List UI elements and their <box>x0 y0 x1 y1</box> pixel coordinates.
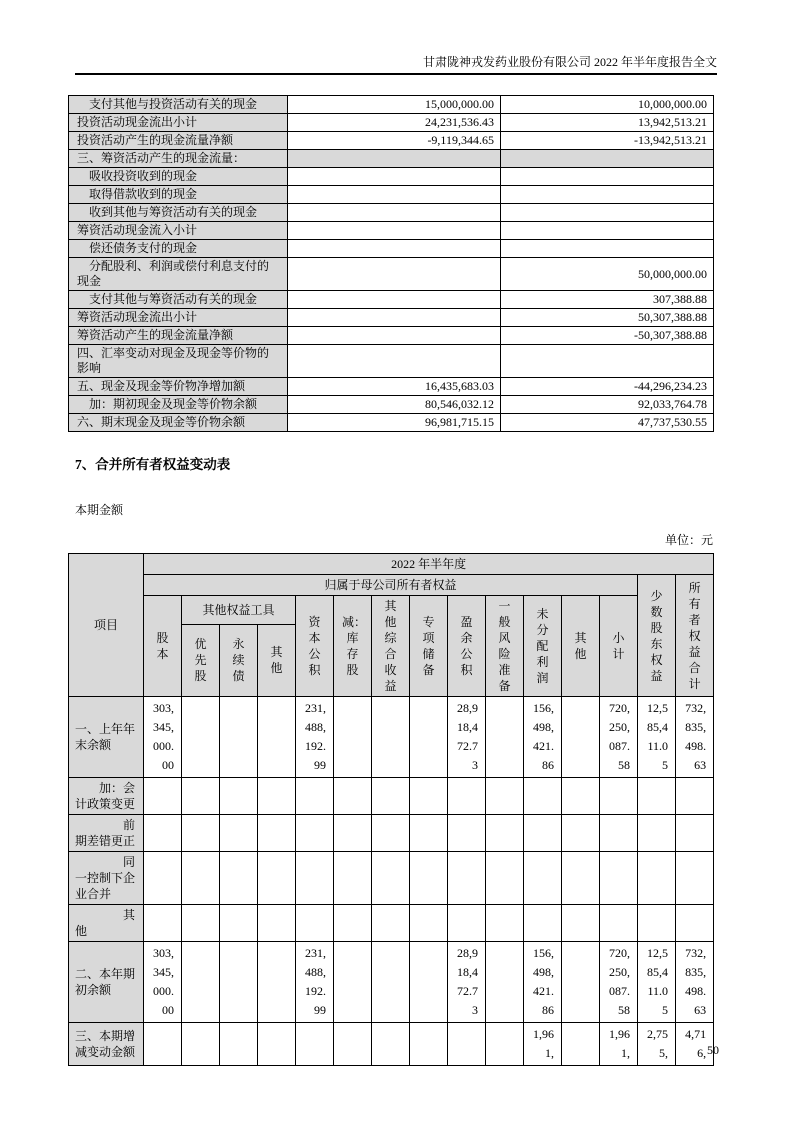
equity-value-col-3 <box>258 697 296 778</box>
cash-flow-row <box>69 327 714 345</box>
equity-value-col-5 <box>334 815 372 852</box>
cash-flow-row <box>69 150 714 168</box>
row-label: 加：会计政策变更 <box>69 778 144 815</box>
equity-value-col-2 <box>220 942 258 1023</box>
row-label: 五、现金及现金等价物净增加额 <box>69 378 288 396</box>
row-label: 收到其他与筹资活动有关的现金 <box>69 204 288 222</box>
row-label: 一、上年年末余额 <box>69 697 144 778</box>
equity-value-col-2 <box>220 815 258 852</box>
equity-value-col-4 <box>296 1023 334 1066</box>
equity-col-other-instruments-other: 其他 <box>258 624 296 696</box>
cash-flow-row <box>69 132 714 150</box>
cash-flow-row <box>69 96 714 114</box>
row-label: 取得借款收到的现金 <box>69 186 288 204</box>
equity-value-col-13 <box>638 778 676 815</box>
equity-value-col-8 <box>448 852 486 905</box>
equity-value-col-4: 231,488,192.99 <box>296 697 334 778</box>
equity-value-col-14: 4,716, <box>676 1023 714 1066</box>
equity-value-col-9 <box>486 697 524 778</box>
equity-value-col-0 <box>144 852 182 905</box>
equity-col-surplus-reserve: 盈余公积 <box>448 596 486 697</box>
equity-value-col-1 <box>182 697 220 778</box>
row-label: 分配股利、利润或偿付利息支付的现金 <box>69 258 288 291</box>
equity-value-col-10 <box>524 815 562 852</box>
equity-value-col-7 <box>410 1023 448 1066</box>
equity-value-col-11 <box>562 815 600 852</box>
row-label: 吸收投资收到的现金 <box>69 168 288 186</box>
equity-value-col-7 <box>410 852 448 905</box>
equity-value-col-13 <box>638 905 676 942</box>
equity-value-col-6 <box>372 1023 410 1066</box>
equity-value-col-9 <box>486 1023 524 1066</box>
amount-prior-period <box>501 222 714 240</box>
equity-value-col-12: 720,250,087.58 <box>600 697 638 778</box>
equity-value-col-6 <box>372 778 410 815</box>
equity-value-col-12 <box>600 778 638 815</box>
amount-prior-period: 47,737,530.55 <box>501 414 714 432</box>
cash-flow-row <box>69 345 714 378</box>
cash-flow-row <box>69 378 714 396</box>
equity-period-header: 2022 年半年度 <box>144 554 714 575</box>
equity-parent-group-header: 归属于母公司所有者权益 <box>144 575 638 596</box>
equity-value-col-2 <box>220 697 258 778</box>
row-label: 投资活动产生的现金流量净额 <box>69 132 288 150</box>
equity-col-other-comprehensive-income: 其他综合收益 <box>372 596 410 697</box>
row-label: 三、本期增减变动金额 <box>69 1023 144 1066</box>
equity-row <box>69 1023 714 1066</box>
equity-col-perpetual-bonds: 永续债 <box>220 624 258 696</box>
equity-value-col-2 <box>220 1023 258 1066</box>
equity-value-col-7 <box>410 815 448 852</box>
amount-prior-period: 13,942,513.21 <box>501 114 714 132</box>
amount-current-period <box>288 327 501 345</box>
equity-value-col-13: 12,585,411.05 <box>638 697 676 778</box>
amount-current-period <box>288 345 501 378</box>
equity-value-col-3 <box>258 1023 296 1066</box>
cash-flow-row <box>69 186 714 204</box>
amount-current-period: -9,119,344.65 <box>288 132 501 150</box>
equity-col-capital-reserve: 资本公积 <box>296 596 334 697</box>
equity-value-col-0 <box>144 778 182 815</box>
equity-value-col-1 <box>182 778 220 815</box>
equity-value-col-1 <box>182 1023 220 1066</box>
equity-value-col-0: 303,345,000.00 <box>144 697 182 778</box>
equity-value-col-11 <box>562 778 600 815</box>
equity-value-col-8: 28,918,472.73 <box>448 697 486 778</box>
amount-current-period: 80,546,032.12 <box>288 396 501 414</box>
cash-flow-row <box>69 291 714 309</box>
amount-prior-period: 50,307,388.88 <box>501 309 714 327</box>
amount-current-period: 15,000,000.00 <box>288 96 501 114</box>
equity-other-instruments-group-header: 其他权益工具 <box>182 596 296 625</box>
equity-value-col-14 <box>676 905 714 942</box>
equity-value-col-4 <box>296 905 334 942</box>
equity-value-col-8 <box>448 778 486 815</box>
amount-prior-period: 50,000,000.00 <box>501 258 714 291</box>
amount-current-period: 16,435,683.03 <box>288 378 501 396</box>
equity-col-preferred-shares: 优先股 <box>182 624 220 696</box>
equity-value-col-12: 720,250,087.58 <box>600 942 638 1023</box>
unit-label: 单位：元 <box>664 533 713 547</box>
equity-value-col-5 <box>334 852 372 905</box>
equity-col-treasury-shares: 减：库存股 <box>334 596 372 697</box>
equity-value-col-14: 732,835,498.63 <box>676 942 714 1023</box>
amount-current-period <box>288 204 501 222</box>
row-label: 筹资活动现金流出小计 <box>69 309 288 327</box>
equity-col-item: 项目 <box>69 554 144 697</box>
amount-prior-period <box>501 168 714 186</box>
equity-value-col-10 <box>524 905 562 942</box>
equity-value-col-11 <box>562 1023 600 1066</box>
equity-value-col-0: 303,345,000.00 <box>144 942 182 1023</box>
equity-col-retained-earnings: 未分配利润 <box>524 596 562 697</box>
amount-prior-period: -50,307,388.88 <box>501 327 714 345</box>
cash-flow-row <box>69 414 714 432</box>
equity-value-col-9 <box>486 905 524 942</box>
amount-current-period <box>288 240 501 258</box>
equity-value-col-3 <box>258 815 296 852</box>
amount-prior-period: 92,033,764.78 <box>501 396 714 414</box>
equity-value-col-10: 156,498,421.86 <box>524 942 562 1023</box>
equity-value-col-9 <box>486 815 524 852</box>
amount-current-period <box>288 291 501 309</box>
equity-value-col-11 <box>562 697 600 778</box>
row-label: 同一控制下企业合并 <box>69 852 144 905</box>
page-header <box>75 54 717 75</box>
cash-flow-row <box>69 258 714 291</box>
row-label: 偿还债务支付的现金 <box>69 240 288 258</box>
report-header-title: 甘肃陇神戎发药业股份有限公司 2022 年半年度报告全文 <box>422 55 717 69</box>
amount-current-period <box>288 168 501 186</box>
equity-value-col-1 <box>182 942 220 1023</box>
equity-change-table <box>68 553 714 1066</box>
equity-value-col-8: 28,918,472.73 <box>448 942 486 1023</box>
amount-prior-period: 307,388.88 <box>501 291 714 309</box>
amount-prior-period <box>501 186 714 204</box>
amount-current-period <box>288 258 501 291</box>
equity-col-share-capital: 股本 <box>144 596 182 697</box>
equity-value-col-13: 2,755, <box>638 1023 676 1066</box>
cash-flow-table-body <box>69 96 714 432</box>
equity-value-col-6 <box>372 697 410 778</box>
row-label: 筹资活动现金流入小计 <box>69 222 288 240</box>
row-label: 投资活动现金流出小计 <box>69 114 288 132</box>
cash-flow-row <box>69 222 714 240</box>
equity-value-col-6 <box>372 815 410 852</box>
equity-value-col-12 <box>600 905 638 942</box>
amount-prior-period <box>501 240 714 258</box>
cash-flow-row <box>69 396 714 414</box>
page-number: 50 <box>707 1043 719 1057</box>
amount-current-period <box>288 222 501 240</box>
equity-value-col-8 <box>448 1023 486 1066</box>
equity-row <box>69 815 714 852</box>
amount-current-period: 24,231,536.43 <box>288 114 501 132</box>
equity-value-col-3 <box>258 852 296 905</box>
amount-current-period: 96,981,715.15 <box>288 414 501 432</box>
equity-value-col-4 <box>296 815 334 852</box>
equity-value-col-9 <box>486 778 524 815</box>
equity-value-col-11 <box>562 852 600 905</box>
equity-value-col-7 <box>410 942 448 1023</box>
row-label: 筹资活动产生的现金流量净额 <box>69 327 288 345</box>
equity-value-col-5 <box>334 905 372 942</box>
equity-value-col-14 <box>676 815 714 852</box>
equity-value-col-6 <box>372 852 410 905</box>
equity-value-col-10 <box>524 852 562 905</box>
equity-col-general-risk-reserve: 一般风险准备 <box>486 596 524 697</box>
equity-col-other: 其他 <box>562 596 600 697</box>
equity-value-col-4 <box>296 852 334 905</box>
equity-value-col-14 <box>676 778 714 815</box>
section-heading: 7、合并所有者权益变动表 <box>75 457 231 472</box>
cash-flow-table <box>68 95 714 432</box>
cash-flow-row <box>69 204 714 222</box>
section-subheading: 本期金额 <box>75 503 124 517</box>
equity-value-col-6 <box>372 942 410 1023</box>
amount-prior-period <box>501 345 714 378</box>
equity-value-col-0 <box>144 1023 182 1066</box>
amount-prior-period <box>501 150 714 168</box>
equity-value-col-13 <box>638 852 676 905</box>
row-label: 前期差错更正 <box>69 815 144 852</box>
equity-value-col-4: 231,488,192.99 <box>296 942 334 1023</box>
equity-value-col-2 <box>220 778 258 815</box>
equity-value-col-12: 1,961, <box>600 1023 638 1066</box>
cash-flow-row <box>69 114 714 132</box>
row-label: 六、期末现金及现金等价物余额 <box>69 414 288 432</box>
cash-flow-row <box>69 168 714 186</box>
equity-value-col-3 <box>258 778 296 815</box>
equity-col-minority-interest: 少数股东权益 <box>638 575 676 697</box>
equity-row <box>69 942 714 1023</box>
row-label: 四、汇率变动对现金及现金等价物的影响 <box>69 345 288 378</box>
equity-col-special-reserve: 专项储备 <box>410 596 448 697</box>
amount-prior-period <box>501 204 714 222</box>
equity-value-col-5 <box>334 1023 372 1066</box>
amount-current-period <box>288 186 501 204</box>
equity-value-col-13 <box>638 815 676 852</box>
equity-value-col-8 <box>448 905 486 942</box>
equity-value-col-14: 732,835,498.63 <box>676 697 714 778</box>
equity-value-col-7 <box>410 778 448 815</box>
equity-value-col-0 <box>144 815 182 852</box>
equity-value-col-1 <box>182 905 220 942</box>
amount-prior-period: 10,000,000.00 <box>501 96 714 114</box>
equity-value-col-3 <box>258 942 296 1023</box>
equity-table-body <box>69 697 714 1066</box>
equity-value-col-4 <box>296 778 334 815</box>
cash-flow-row <box>69 240 714 258</box>
row-label: 二、本年期初余额 <box>69 942 144 1023</box>
amount-current-period <box>288 309 501 327</box>
equity-value-col-5 <box>334 697 372 778</box>
equity-value-col-1 <box>182 852 220 905</box>
row-label: 加：期初现金及现金等价物余额 <box>69 396 288 414</box>
equity-value-col-8 <box>448 815 486 852</box>
equity-value-col-11 <box>562 942 600 1023</box>
equity-value-col-5 <box>334 778 372 815</box>
equity-col-subtotal: 小计 <box>600 596 638 697</box>
row-label: 支付其他与投资活动有关的现金 <box>69 96 288 114</box>
row-label: 其他 <box>69 905 144 942</box>
equity-row <box>69 905 714 942</box>
equity-value-col-12 <box>600 815 638 852</box>
equity-value-col-2 <box>220 905 258 942</box>
amount-current-period <box>288 150 501 168</box>
equity-value-col-0 <box>144 905 182 942</box>
equity-value-col-3 <box>258 905 296 942</box>
equity-row <box>69 697 714 778</box>
equity-value-col-14 <box>676 852 714 905</box>
equity-value-col-10 <box>524 778 562 815</box>
cash-flow-row <box>69 309 714 327</box>
equity-value-col-9 <box>486 852 524 905</box>
equity-value-col-12 <box>600 852 638 905</box>
equity-value-col-11 <box>562 905 600 942</box>
equity-value-col-10: 156,498,421.86 <box>524 697 562 778</box>
row-label: 支付其他与筹资活动有关的现金 <box>69 291 288 309</box>
equity-value-col-13: 12,585,411.05 <box>638 942 676 1023</box>
row-label: 三、筹资活动产生的现金流量： <box>69 150 288 168</box>
equity-value-col-10: 1,961, <box>524 1023 562 1066</box>
equity-value-col-9 <box>486 942 524 1023</box>
equity-row <box>69 778 714 815</box>
equity-value-col-2 <box>220 852 258 905</box>
equity-value-col-6 <box>372 905 410 942</box>
equity-value-col-7 <box>410 905 448 942</box>
equity-value-col-7 <box>410 697 448 778</box>
equity-col-total-equity: 所有者权益合计 <box>676 575 714 697</box>
equity-value-col-1 <box>182 815 220 852</box>
amount-prior-period: -44,296,234.23 <box>501 378 714 396</box>
amount-prior-period: -13,942,513.21 <box>501 132 714 150</box>
equity-row <box>69 852 714 905</box>
equity-value-col-5 <box>334 942 372 1023</box>
